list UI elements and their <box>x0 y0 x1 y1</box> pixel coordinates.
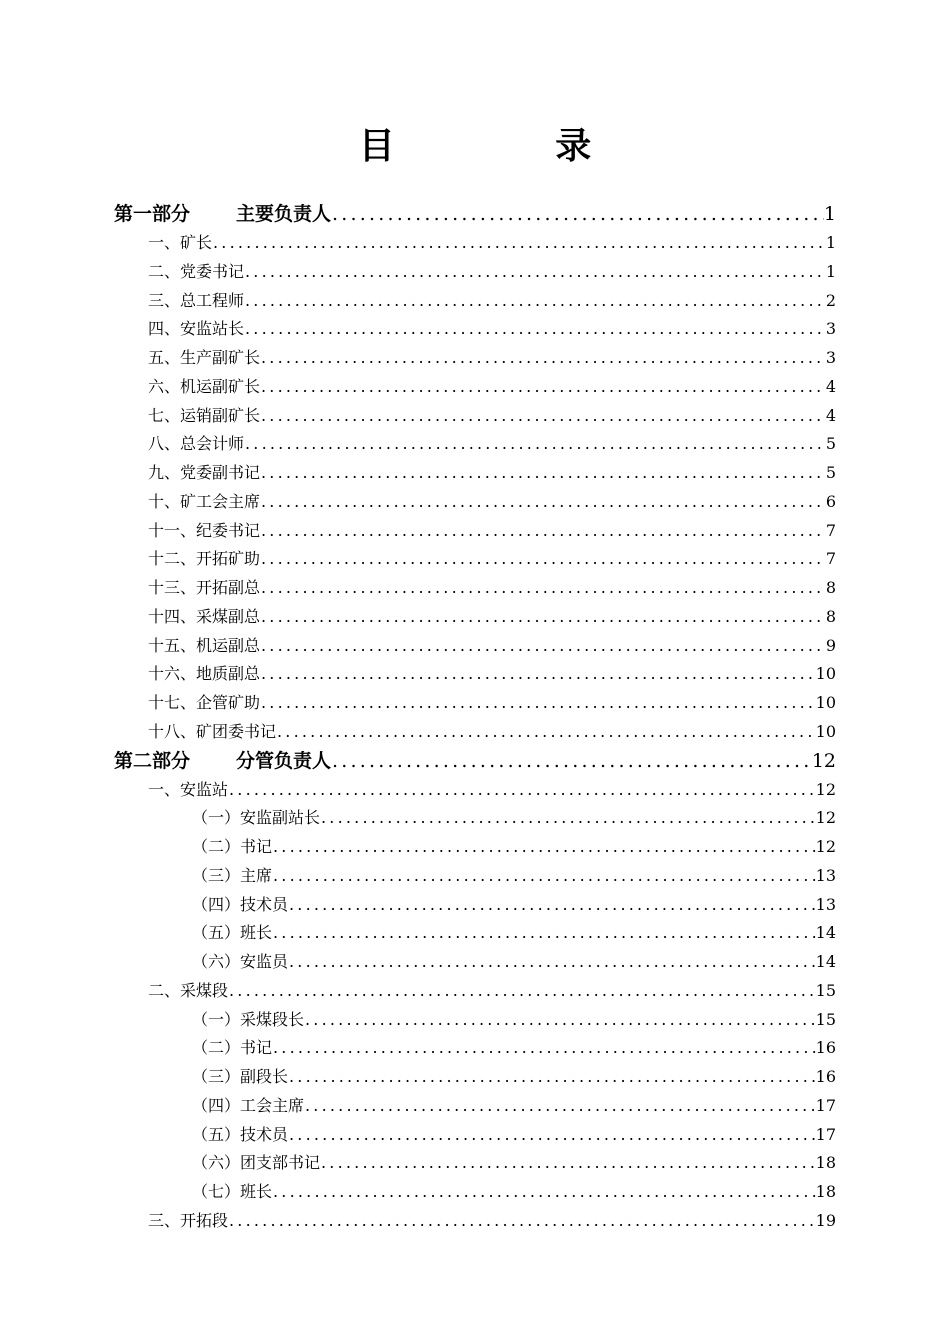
toc-page-number: 1 <box>823 203 836 225</box>
toc-page-number: 1 <box>825 261 836 281</box>
toc-entry-label: 十七、企管矿助 <box>148 693 261 712</box>
table-of-contents <box>114 200 836 1236</box>
toc-part-label <box>114 747 331 776</box>
toc-section-entry[interactable] <box>114 689 836 718</box>
toc-leader-dots <box>260 660 816 689</box>
toc-entry-label: （四）技术员 <box>192 894 289 914</box>
toc-subsection-entry[interactable] <box>114 1006 836 1035</box>
toc-leader-dots <box>272 919 816 948</box>
toc-page-number: 10 <box>815 721 836 741</box>
toc-entry-label: （四）工会主席 <box>192 1095 305 1115</box>
toc-page-number: 18 <box>815 1153 836 1173</box>
toc-subsection-entry[interactable] <box>114 891 836 920</box>
toc-page-number: 12 <box>811 749 836 772</box>
toc-page-number: 4 <box>825 376 836 396</box>
toc-page-number: 10 <box>815 693 836 712</box>
toc-leader-dots <box>260 689 816 718</box>
toc-leader-dots <box>288 1121 816 1150</box>
toc-part-name: 分管负责人 <box>236 749 332 772</box>
toc-entry-label: 三、总工程师 <box>148 290 245 310</box>
toc-leader-dots <box>272 1034 816 1063</box>
toc-leader-dots <box>260 574 826 603</box>
toc-section-entry[interactable] <box>114 488 836 517</box>
toc-leader-dots <box>288 1063 816 1092</box>
toc-part-number: 第二部分 <box>114 749 191 772</box>
toc-page-number: 1 <box>825 233 836 252</box>
toc-leader-dots <box>260 632 826 661</box>
toc-entry-label: （五）班长 <box>192 923 273 943</box>
toc-section-entry[interactable] <box>114 603 836 632</box>
toc-subsection-entry[interactable] <box>114 948 836 977</box>
toc-leader-dots <box>320 804 816 833</box>
toc-section-entry[interactable] <box>114 258 836 287</box>
toc-leader-dots <box>228 977 816 1006</box>
toc-page-number: 17 <box>815 1124 836 1144</box>
toc-entry-label: 十一、纪委书记 <box>148 520 261 540</box>
toc-leader-dots <box>244 430 826 459</box>
toc-entry-label: （三）副段长 <box>192 1067 289 1086</box>
toc-subsection-entry[interactable] <box>114 1149 836 1178</box>
toc-leader-dots <box>260 459 826 488</box>
toc-page-number: 7 <box>825 520 836 540</box>
toc-subsection-entry[interactable] <box>114 862 836 891</box>
toc-section-entry[interactable] <box>114 632 836 661</box>
toc-page-number: 3 <box>825 348 836 367</box>
toc-section-entry[interactable] <box>114 430 836 459</box>
toc-section-entry[interactable] <box>114 344 836 373</box>
toc-section-entry[interactable] <box>114 660 836 689</box>
toc-page-number: 7 <box>825 549 836 569</box>
toc-leader-dots <box>260 545 826 574</box>
toc-entry-label: 十八、矿团委书记 <box>148 721 277 741</box>
toc-leader-dots <box>304 1092 816 1121</box>
toc-leader-dots <box>260 402 826 431</box>
toc-entry-label: 十、矿工会主席 <box>148 491 261 511</box>
toc-entry-label: 十二、开拓矿助 <box>148 549 261 569</box>
toc-subsection-entry[interactable] <box>114 1092 836 1121</box>
toc-subsection-entry[interactable] <box>114 1121 836 1150</box>
toc-leader-dots <box>260 488 826 517</box>
toc-entry-label: （一）采煤段长 <box>192 1009 305 1029</box>
toc-page-number: 12 <box>815 837 836 856</box>
toc-page-number: 8 <box>825 578 836 597</box>
toc-leader-dots <box>288 948 816 977</box>
toc-section-entry[interactable] <box>114 402 836 431</box>
toc-section-entry[interactable] <box>114 1207 836 1236</box>
toc-leader-dots <box>320 1149 816 1178</box>
toc-leader-dots <box>288 891 816 920</box>
toc-leader-dots <box>272 833 816 862</box>
toc-entry-label: 六、机运副矿长 <box>148 376 261 396</box>
toc-leader-dots <box>331 747 812 776</box>
toc-entry-label: （二）书记 <box>192 837 273 856</box>
toc-leader-dots <box>272 1178 816 1207</box>
toc-subsection-entry[interactable] <box>114 1063 836 1092</box>
toc-leader-dots <box>228 1207 816 1236</box>
toc-part-heading[interactable] <box>114 200 836 229</box>
toc-subsection-entry[interactable] <box>114 1034 836 1063</box>
toc-section-entry[interactable] <box>114 977 836 1006</box>
toc-page-number: 15 <box>815 1009 836 1029</box>
toc-page-number: 10 <box>815 664 836 684</box>
toc-leader-dots <box>260 603 826 632</box>
toc-entry-label: （三）主席 <box>192 865 273 885</box>
toc-leader-dots <box>228 776 816 805</box>
toc-page-number: 2 <box>825 290 836 310</box>
toc-page-number: 19 <box>815 1210 836 1230</box>
toc-page-number: 8 <box>825 606 836 626</box>
toc-entry-label: 二、党委书记 <box>148 261 245 281</box>
toc-page-number: 17 <box>815 1095 836 1115</box>
toc-page-number: 18 <box>815 1182 836 1201</box>
toc-section-entry[interactable] <box>114 373 836 402</box>
toc-subsection-entry[interactable] <box>114 833 836 862</box>
toc-section-entry[interactable] <box>114 459 836 488</box>
toc-entry-label: （一）安监副站长 <box>192 808 321 828</box>
toc-leader-dots <box>244 315 826 344</box>
toc-entry-label: （五）技术员 <box>192 1124 289 1144</box>
toc-part-label <box>114 200 331 229</box>
toc-page-number: 5 <box>825 463 836 482</box>
toc-page-number: 13 <box>815 894 836 914</box>
toc-section-entry[interactable] <box>114 315 836 344</box>
toc-entry-label: 八、总会计师 <box>148 434 245 454</box>
toc-page-number: 14 <box>815 952 836 971</box>
toc-leader-dots <box>331 200 824 229</box>
toc-page-number: 14 <box>815 923 836 943</box>
toc-entry-label: 二、采煤段 <box>148 980 229 1000</box>
toc-entry-label: 十五、机运副总 <box>148 635 261 655</box>
toc-part-heading[interactable] <box>114 747 836 776</box>
toc-entry-label: 一、安监站 <box>148 779 229 799</box>
toc-section-entry[interactable] <box>114 776 836 805</box>
toc-page-number: 5 <box>825 434 836 454</box>
toc-entry-label: 十六、地质副总 <box>148 664 261 684</box>
toc-entry-label: 七、运销副矿长 <box>148 405 261 425</box>
toc-part-number: 第一部分 <box>114 203 191 225</box>
toc-leader-dots <box>244 287 826 316</box>
toc-subsection-entry[interactable] <box>114 1178 836 1207</box>
toc-entry-label: 十三、开拓副总 <box>148 578 261 597</box>
toc-page-number: 15 <box>815 980 836 1000</box>
toc-leader-dots <box>304 1006 816 1035</box>
toc-page-number: 6 <box>825 491 836 511</box>
toc-entry-label: 五、生产副矿长 <box>148 348 261 367</box>
toc-page-number: 4 <box>825 405 836 425</box>
toc-leader-dots <box>260 344 826 373</box>
toc-leader-dots <box>276 718 816 747</box>
toc-page-number: 12 <box>815 808 836 828</box>
toc-entry-label: （七）班长 <box>192 1182 273 1201</box>
toc-section-entry[interactable] <box>114 229 836 258</box>
toc-page-number: 13 <box>815 865 836 885</box>
toc-entry-label: 四、安监站长 <box>148 319 245 339</box>
toc-section-entry[interactable] <box>114 574 836 603</box>
toc-leader-dots <box>212 229 826 258</box>
toc-entry-label: 一、矿长 <box>148 233 213 252</box>
toc-section-entry[interactable] <box>114 287 836 316</box>
toc-page-number: 3 <box>825 319 836 339</box>
toc-entry-label: （六）团支部书记 <box>192 1153 321 1173</box>
toc-subsection-entry[interactable] <box>114 804 836 833</box>
toc-entry-label: （二）书记 <box>192 1038 273 1058</box>
toc-page-number: 16 <box>815 1038 836 1058</box>
toc-subsection-entry[interactable] <box>114 919 836 948</box>
toc-leader-dots <box>260 373 826 402</box>
toc-page-number: 12 <box>815 779 836 799</box>
toc-section-entry[interactable] <box>114 545 836 574</box>
toc-page-number: 9 <box>825 635 836 655</box>
toc-leader-dots <box>260 517 826 546</box>
toc-part-name: 主要负责人 <box>236 203 332 225</box>
toc-section-entry[interactable] <box>114 517 836 546</box>
toc-title: 目 录 <box>358 126 666 167</box>
toc-leader-dots <box>272 862 816 891</box>
toc-entry-label: （六）安监员 <box>192 952 289 971</box>
toc-section-entry[interactable] <box>114 718 836 747</box>
toc-entry-label: 十四、采煤副总 <box>148 606 261 626</box>
toc-entry-label: 九、党委副书记 <box>148 463 261 482</box>
toc-page-number: 16 <box>815 1067 836 1086</box>
toc-entry-label: 三、开拓段 <box>148 1210 229 1230</box>
toc-leader-dots <box>244 258 826 287</box>
